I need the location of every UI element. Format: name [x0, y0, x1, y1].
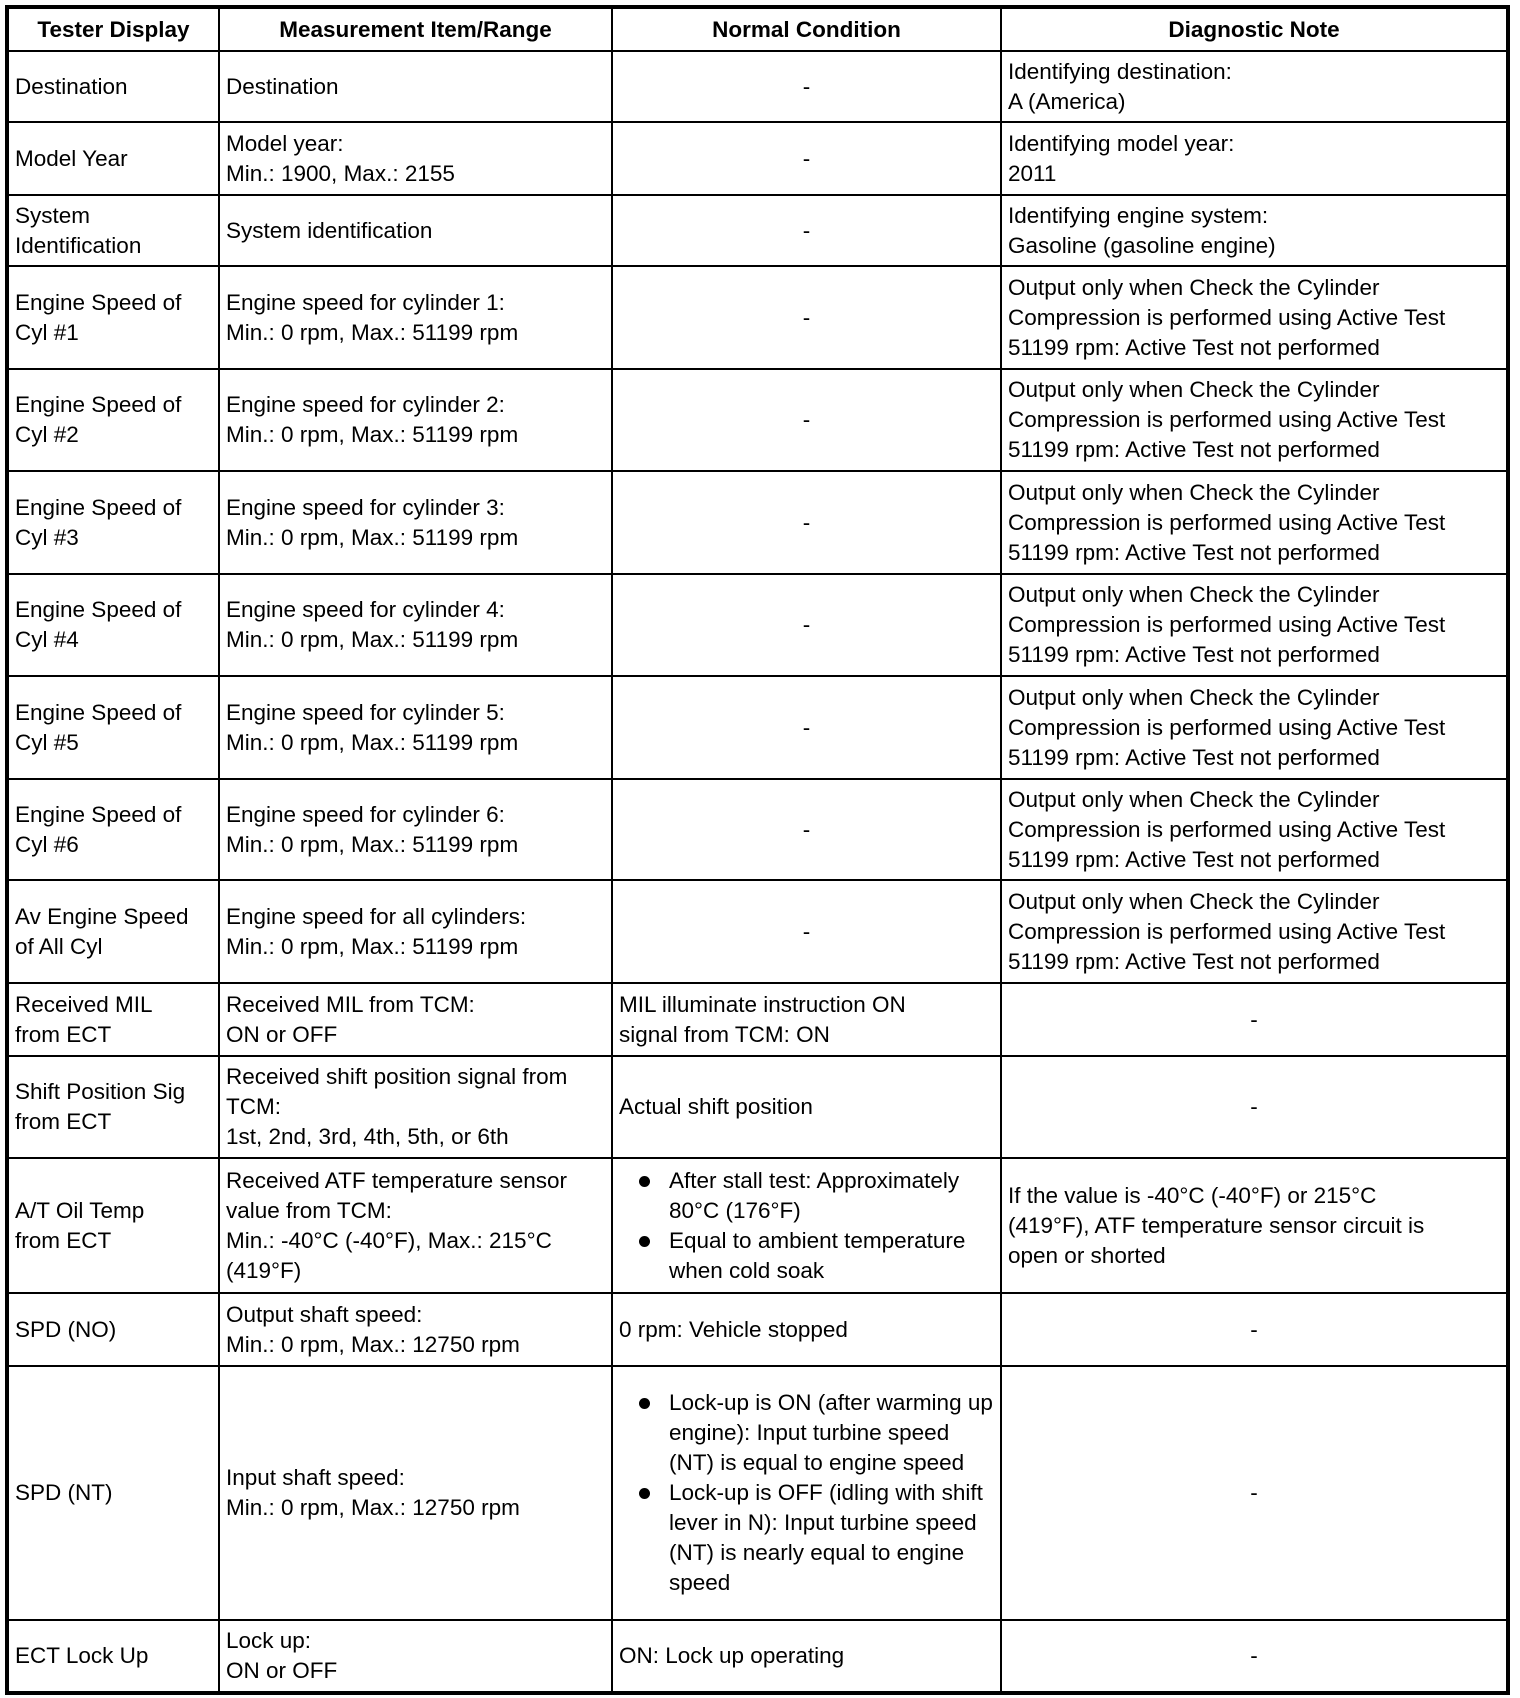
header-tester-display: Tester Display [7, 7, 219, 51]
cell-line: Identifying engine system: [1008, 202, 1269, 228]
cell-line: Compression is performed using Active Test [1008, 816, 1446, 842]
cell-line: Received MIL [15, 991, 153, 1017]
normal-condition-cell [612, 1366, 1001, 1620]
cell-line: - [1250, 1316, 1258, 1342]
cell-line: - [802, 918, 811, 944]
cell-line: Compression is performed using Active Test [1008, 918, 1446, 944]
diagnostic-note-cell [1001, 195, 1508, 266]
cell-line: - [1250, 1094, 1258, 1119]
table-row [7, 1158, 1508, 1293]
cell-line: open or shorted [1008, 1242, 1166, 1268]
tester-display-cell [7, 676, 219, 779]
cell-line: Output only when Check the Cylinder [1008, 684, 1380, 710]
cell-line: Min.: 0 rpm, Max.: 51199 rpm [226, 627, 519, 652]
cell-line: Model Year [15, 145, 128, 171]
cell-line: Identifying model year: [1008, 130, 1235, 156]
cell-line: Gasoline (gasoline engine) [1008, 232, 1276, 258]
diagnostic-note-cell [1001, 1158, 1508, 1293]
table-row [7, 983, 1508, 1056]
cell-line: SPD (NO) [15, 1316, 117, 1342]
cell-line: Output shaft speed: [226, 1301, 423, 1327]
cell-line: Output only when Check the Cylinder [1008, 479, 1380, 505]
cell-line: Model year: [226, 130, 344, 156]
cell-line: Output only when Check the Cylinder [1008, 582, 1380, 607]
cell-line: Min.: 0 rpm, Max.: 12750 rpm [226, 1495, 520, 1520]
cell-line: Min.: 0 rpm, Max.: 51199 rpm [226, 831, 519, 857]
cell-line: Min.: 0 rpm, Max.: 51199 rpm [226, 524, 519, 550]
diagnostic-note-cell [1001, 676, 1508, 779]
measurement-range-cell [219, 1056, 612, 1158]
measurement-range-cell [219, 1366, 612, 1620]
cell-line: Min.: 0 rpm, Max.: 51199 rpm [226, 422, 519, 447]
table-row [7, 1293, 1508, 1366]
table-row [7, 880, 1508, 983]
tester-display-cell [7, 880, 219, 983]
cell-line: Output only when Check the Cylinder [1008, 786, 1380, 812]
diagnostic-note-cell [1001, 266, 1508, 369]
normal-condition-cell [612, 779, 1001, 880]
cell-line: - [1250, 1006, 1258, 1032]
normal-condition-cell [612, 983, 1001, 1056]
cell-line: - [802, 145, 811, 171]
cell-line: ON: Lock up operating [619, 1643, 845, 1668]
tester-display-cell [7, 471, 219, 574]
cell-line: 51199 rpm: Active Test not performed [1008, 846, 1380, 872]
normal-condition-cell [612, 1620, 1001, 1693]
normal-condition-cell [612, 1158, 1001, 1293]
cell-line: - [802, 612, 811, 637]
cell-line: (419°F) [226, 1257, 302, 1283]
table-row [7, 779, 1508, 880]
header-row [7, 7, 1508, 51]
tester-display-cell [7, 779, 219, 880]
cell-line: Engine Speed of [15, 699, 182, 725]
cell-line: Received ATF temperature sensor [226, 1167, 567, 1193]
cell-line: Compression is performed using Active Test [1008, 612, 1446, 637]
cell-line: 51199 rpm: Active Test not performed [1008, 437, 1380, 462]
measurement-range-cell [219, 51, 612, 122]
measurement-range-cell [219, 266, 612, 369]
cell-line: Engine Speed of [15, 494, 182, 520]
measurement-range-cell [219, 369, 612, 471]
diagnostic-note-cell [1001, 122, 1508, 195]
cell-line: TCM: [226, 1094, 281, 1119]
cell-line: Output only when Check the Cylinder [1008, 377, 1380, 402]
cell-line: Engine speed for all cylinders: [226, 903, 527, 929]
tester-display-cell [7, 1158, 219, 1293]
cell-line: value from TCM: [226, 1197, 392, 1223]
table-row [7, 1056, 1508, 1158]
cell-line: - [802, 407, 811, 432]
measurement-range-cell [219, 779, 612, 880]
cell-line: - [802, 509, 811, 535]
cell-line: Engine speed for cylinder 1: [226, 289, 505, 315]
cell-line: Lock up: [226, 1628, 312, 1653]
cell-line: Destination [226, 73, 339, 99]
bullet-list [619, 1166, 994, 1286]
tester-display-cell [7, 51, 219, 122]
cell-line: Received MIL from TCM: [226, 991, 475, 1017]
measurement-range-cell [219, 195, 612, 266]
tester-display-cell [7, 195, 219, 266]
normal-condition-cell [612, 195, 1001, 266]
cell-line: - [1250, 1643, 1258, 1668]
measurement-range-cell [219, 1293, 612, 1366]
normal-condition-cell [612, 369, 1001, 471]
diagnostic-note-cell [1001, 471, 1508, 574]
tester-display-cell [7, 1056, 219, 1158]
cell-line: Min.: -40°C (-40°F), Max.: 215°C [226, 1227, 552, 1253]
normal-condition-cell [612, 1056, 1001, 1158]
diagnostic-note-cell [1001, 51, 1508, 122]
tester-display-cell [7, 574, 219, 676]
diagnostic-note-cell [1001, 1293, 1508, 1366]
measurement-range-cell [219, 1620, 612, 1693]
tester-display-cell [7, 122, 219, 195]
cell-line: Engine speed for cylinder 2: [226, 392, 505, 417]
header-diagnostic-note: Diagnostic Note [1001, 7, 1508, 51]
cell-line: SPD (NT) [15, 1480, 113, 1505]
cell-line: ECT Lock Up [15, 1643, 149, 1668]
bullet-item: Lock-up is OFF (idling with shift lever in N): Input turbine speed (NT) is nearly equal to engine speed [669, 1478, 994, 1598]
cell-line: Destination [15, 73, 128, 99]
tester-display-cell [7, 1620, 219, 1693]
cell-line: System identification [226, 217, 433, 243]
table-row [7, 471, 1508, 574]
normal-condition-cell [612, 1293, 1001, 1366]
cell-line: from ECT [15, 1227, 112, 1253]
cell-line: 51199 rpm: Active Test not performed [1008, 744, 1380, 770]
normal-condition-cell [612, 266, 1001, 369]
cell-line: Identifying destination: [1008, 58, 1232, 84]
cell-line: - [1250, 1480, 1258, 1505]
cell-line: Cyl #3 [15, 524, 79, 550]
cell-line: If the value is -40°C (-40°F) or 215°C [1008, 1182, 1377, 1208]
cell-line: Compression is performed using Active Test [1008, 509, 1446, 535]
cell-line: Compression is performed using Active Test [1008, 304, 1446, 330]
cell-line: Min.: 0 rpm, Max.: 51199 rpm [226, 319, 519, 345]
cell-line: 1st, 2nd, 3rd, 4th, 5th, or 6th [226, 1124, 509, 1149]
table-row [7, 266, 1508, 369]
tester-display-cell [7, 1366, 219, 1620]
diagnostic-note-cell [1001, 1620, 1508, 1693]
cell-line: Engine speed for cylinder 6: [226, 801, 505, 827]
cell-line: Compression is performed using Active Test [1008, 714, 1446, 740]
cell-line: Cyl #5 [15, 729, 79, 755]
cell-line: Engine Speed of [15, 597, 182, 622]
measurement-range-cell [219, 1158, 612, 1293]
cell-line: Cyl #1 [15, 319, 79, 345]
normal-condition-cell [612, 51, 1001, 122]
bullet-item: Lock-up is ON (after warming up engine): Input turbine speed (NT) is equal to engine speed [669, 1388, 994, 1478]
measurement-range-cell [219, 122, 612, 195]
cell-line: Shift Position Sig [15, 1079, 186, 1104]
cell-line: Identification [15, 232, 142, 258]
diagnostic-note-cell [1001, 779, 1508, 880]
cell-line: Engine speed for cylinder 5: [226, 699, 505, 725]
diagnostic-note-cell [1001, 1366, 1508, 1620]
tester-display-cell [7, 1293, 219, 1366]
diagnostic-note-cell [1001, 1056, 1508, 1158]
normal-condition-cell [612, 574, 1001, 676]
cell-line: Cyl #6 [15, 831, 79, 857]
cell-line: 0 rpm: Vehicle stopped [619, 1316, 848, 1342]
cell-line: A (America) [1008, 88, 1126, 114]
cell-line: ON or OFF [226, 1021, 338, 1047]
cell-line: Engine Speed of [15, 801, 182, 827]
cell-line: Output only when Check the Cylinder [1008, 274, 1380, 300]
tester-display-cell [7, 266, 219, 369]
cell-line: 2011 [1008, 160, 1057, 186]
tester-display-cell [7, 369, 219, 471]
cell-line: - [802, 816, 811, 842]
table-row [7, 1620, 1508, 1693]
cell-line: - [802, 217, 811, 243]
cell-line: from ECT [15, 1021, 112, 1047]
cell-line: 51199 rpm: Active Test not performed [1008, 334, 1380, 360]
cell-line: Cyl #2 [15, 422, 79, 447]
table-row [7, 676, 1508, 779]
table-row [7, 195, 1508, 266]
cell-line: ON or OFF [226, 1658, 338, 1683]
diagnostic-note-cell [1001, 369, 1508, 471]
cell-line: MIL illuminate instruction ON [619, 991, 906, 1017]
header-measurement-item-range: Measurement Item/Range [219, 7, 612, 51]
cell-line: Actual shift position [619, 1094, 813, 1119]
measurement-range-cell [219, 471, 612, 574]
normal-condition-cell [612, 676, 1001, 779]
bullet-item: Equal to ambient temperature when cold soak [669, 1226, 994, 1286]
diagnostic-note-cell [1001, 574, 1508, 676]
measurement-range-cell [219, 983, 612, 1056]
cell-line: Av Engine Speed [15, 903, 189, 929]
cell-line: - [802, 73, 811, 99]
measurement-range-cell [219, 880, 612, 983]
cell-line: from ECT [15, 1109, 112, 1134]
cell-line: 51199 rpm: Active Test not performed [1008, 948, 1380, 974]
cell-line: Cyl #4 [15, 627, 79, 652]
cell-line: Compression is performed using Active Test [1008, 407, 1446, 432]
cell-line: 51199 rpm: Active Test not performed [1008, 642, 1380, 667]
cell-line: Min.: 0 rpm, Max.: 12750 rpm [226, 1331, 520, 1357]
data-list-table [5, 5, 1510, 1695]
measurement-range-cell [219, 574, 612, 676]
cell-line: - [802, 304, 811, 330]
bullet-list [619, 1388, 994, 1598]
diagnostic-note-cell [1001, 880, 1508, 983]
cell-line: - [802, 714, 811, 740]
cell-line: signal from TCM: ON [619, 1021, 830, 1047]
cell-line: Input shaft speed: [226, 1465, 405, 1490]
measurement-range-cell [219, 676, 612, 779]
table-row [7, 51, 1508, 122]
cell-line: of All Cyl [15, 933, 103, 959]
tester-display-cell [7, 983, 219, 1056]
cell-line: Engine Speed of [15, 289, 182, 315]
cell-line: System [15, 202, 91, 228]
normal-condition-cell [612, 880, 1001, 983]
cell-line: Min.: 0 rpm, Max.: 51199 rpm [226, 933, 519, 959]
bullet-item: After stall test: Approximately 80°C (176°F) [669, 1166, 994, 1226]
normal-condition-cell [612, 122, 1001, 195]
cell-line: (419°F), ATF temperature sensor circuit is [1008, 1212, 1425, 1238]
cell-line: Engine Speed of [15, 392, 182, 417]
cell-line: Received shift position signal from [226, 1064, 568, 1089]
table-row [7, 369, 1508, 471]
cell-line: 51199 rpm: Active Test not performed [1008, 539, 1380, 565]
cell-line: Min.: 1900, Max.: 2155 [226, 160, 455, 186]
cell-line: Output only when Check the Cylinder [1008, 888, 1380, 914]
table-row [7, 122, 1508, 195]
header-normal-condition: Normal Condition [612, 7, 1001, 51]
diagnostic-note-cell [1001, 983, 1508, 1056]
cell-line: Min.: 0 rpm, Max.: 51199 rpm [226, 729, 519, 755]
cell-line: A/T Oil Temp [15, 1197, 145, 1223]
table-row [7, 574, 1508, 676]
table-row [7, 1366, 1508, 1620]
cell-line: Engine speed for cylinder 4: [226, 597, 505, 622]
normal-condition-cell [612, 471, 1001, 574]
cell-line: Engine speed for cylinder 3: [226, 494, 505, 520]
